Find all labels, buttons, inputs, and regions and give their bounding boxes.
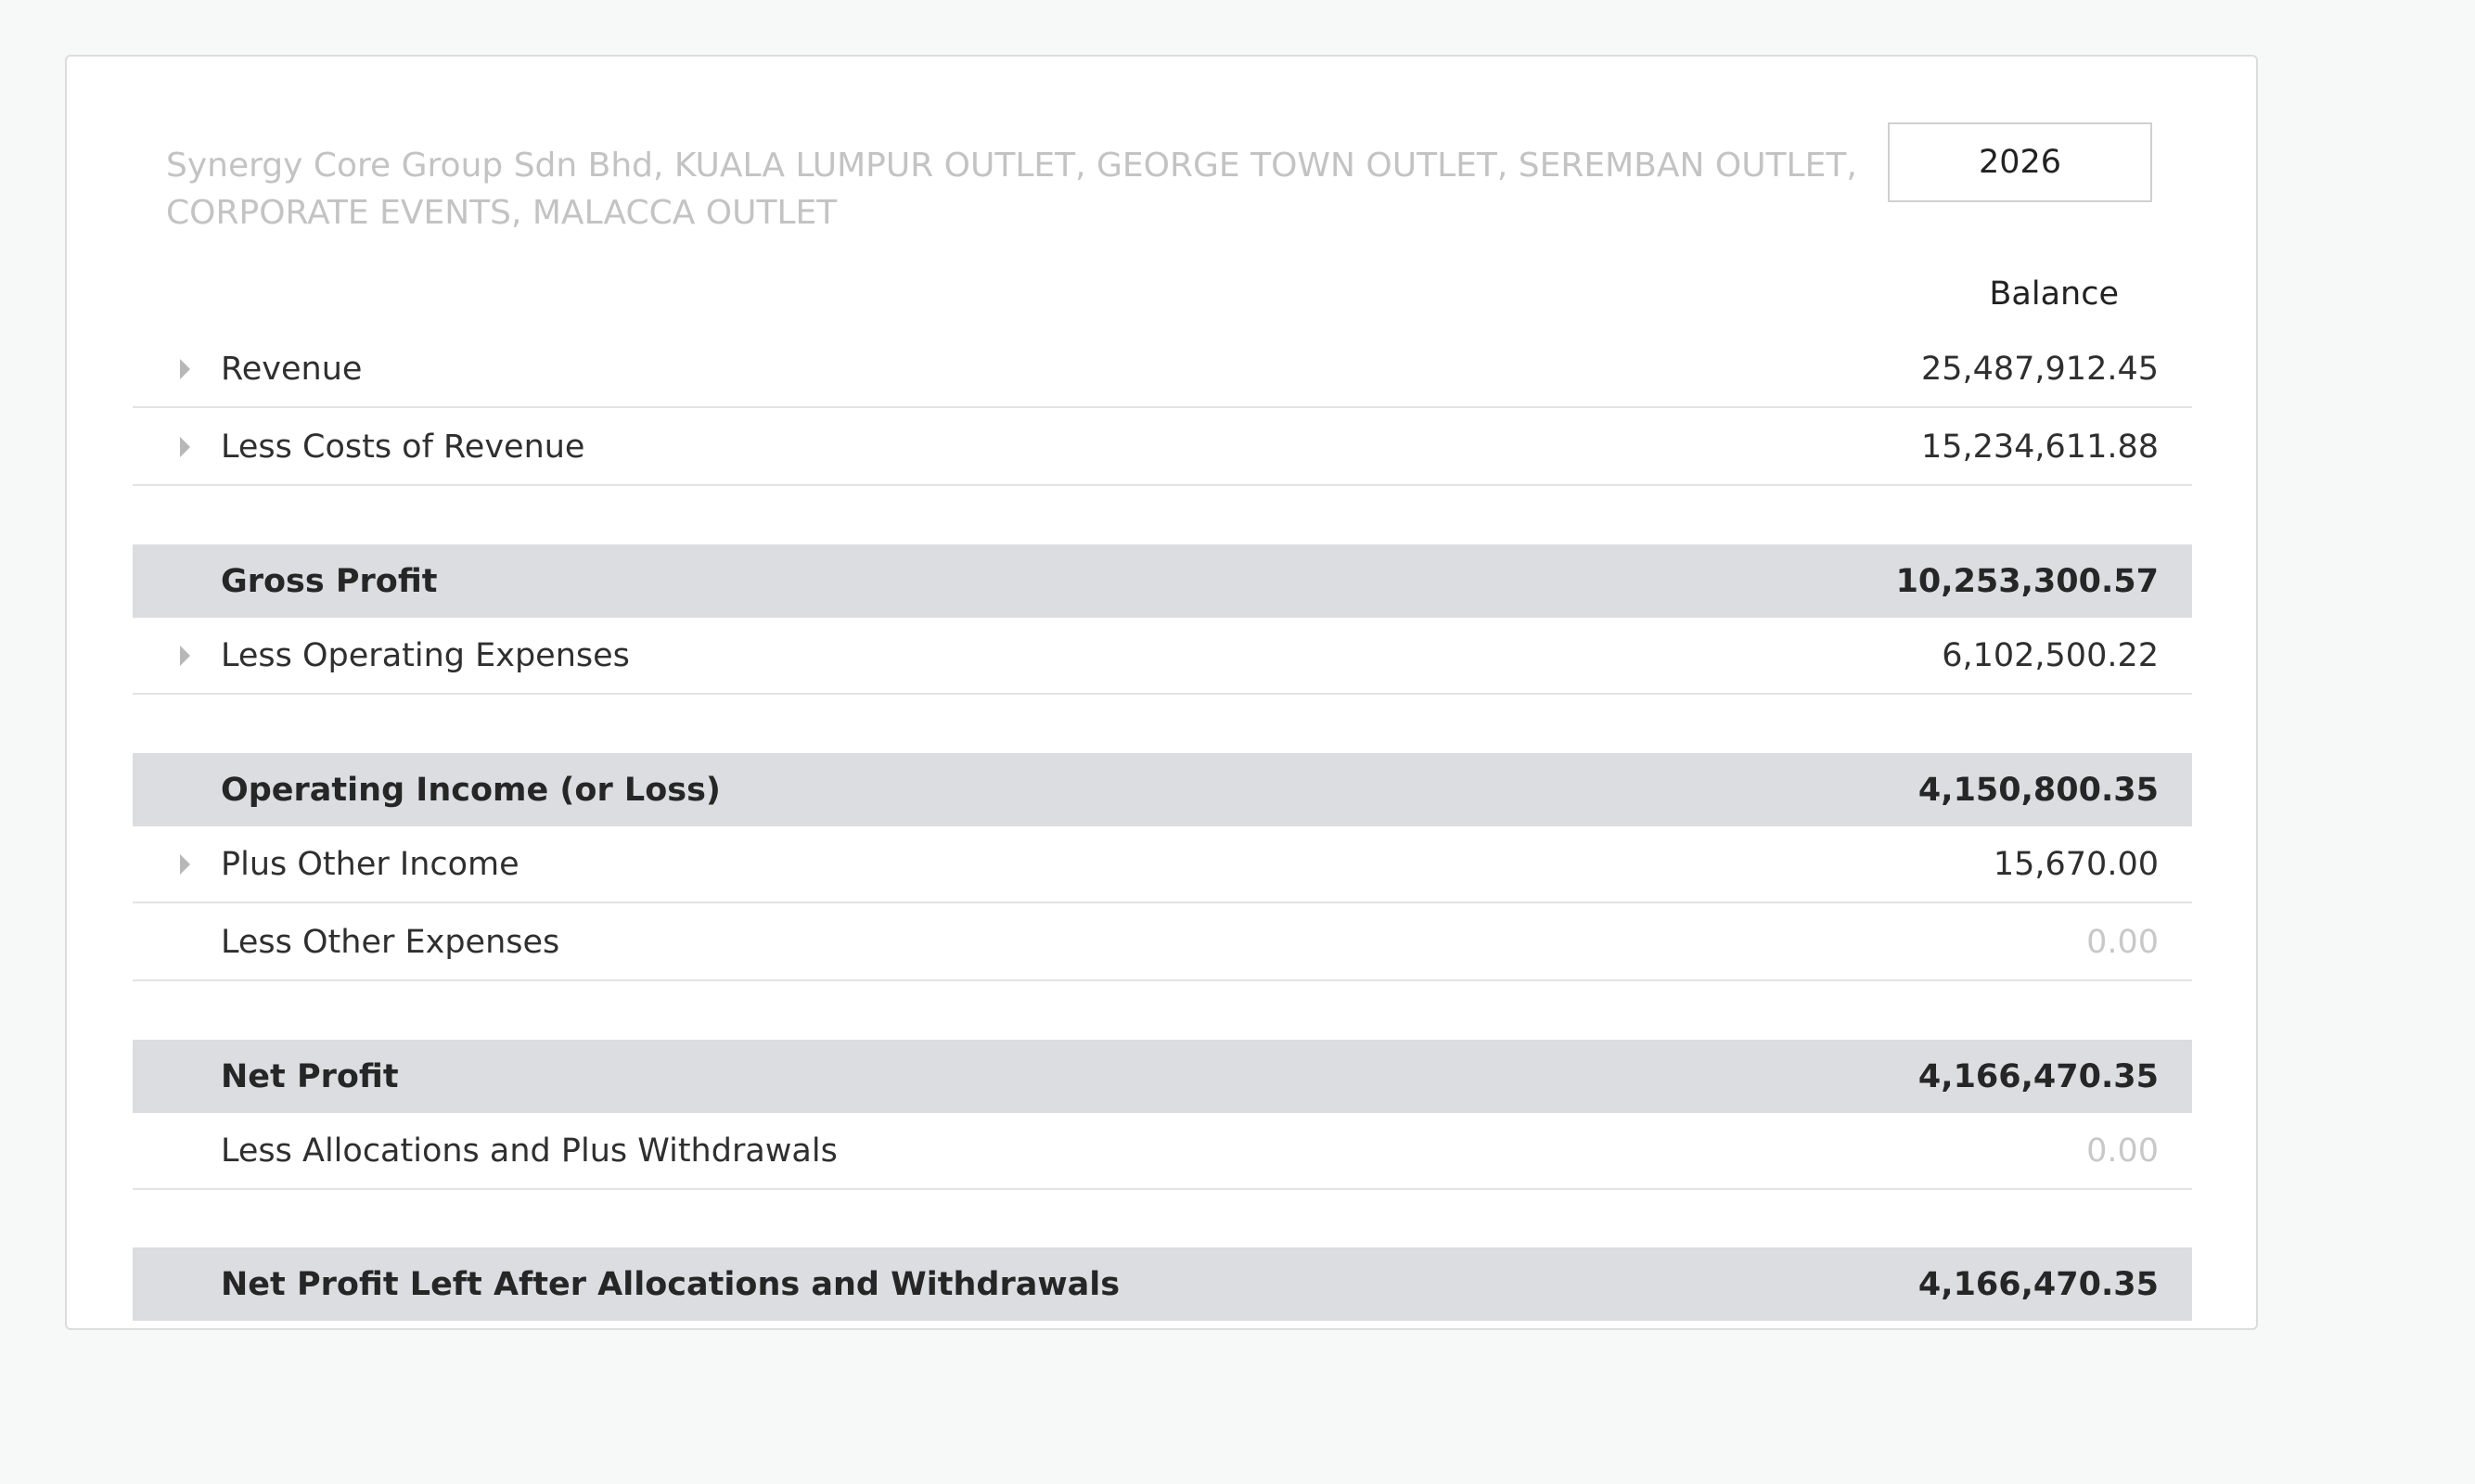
row-label: Less Allocations and Plus Withdrawals <box>221 1132 838 1170</box>
caret-right-icon[interactable] <box>180 437 190 457</box>
row-amount: 0.00 <box>2086 1132 2159 1170</box>
row-label: Plus Other Income <box>221 845 519 883</box>
period-column-header-2026[interactable]: 2026 <box>1888 122 2152 202</box>
row-allocations-withdrawals <box>133 1113 2192 1190</box>
row-operating-income <box>133 753 2192 826</box>
caret-right-icon[interactable] <box>180 854 190 875</box>
row-label: Less Operating Expenses <box>221 636 630 674</box>
row-label: Operating Income (or Loss) <box>221 771 721 809</box>
row-label: Gross Profit <box>221 562 438 600</box>
row-amount: 0.00 <box>2086 923 2159 961</box>
balance-column-header: Balance <box>1989 275 2119 313</box>
row-amount: 15,234,611.88 <box>1920 428 2159 466</box>
row-amount: 6,102,500.22 <box>1942 636 2159 674</box>
row-amount: 15,670.00 <box>1993 845 2159 883</box>
row-label: Net Profit <box>221 1057 399 1095</box>
row-amount: 10,253,300.57 <box>1895 562 2159 600</box>
caret-right-icon[interactable] <box>180 359 190 379</box>
row-other-income[interactable] <box>133 826 2192 903</box>
row-amount: 25,487,912.45 <box>1920 350 2159 388</box>
company-scope-label: Synergy Core Group Sdn Bhd, KUALA LUMPUR OUTLET, GEORGE TOWN OUTLET, SEREMBAN OUTLET, CORPORATE EVENTS, MALACCA OUTLET <box>166 147 1857 232</box>
row-cost-of-revenue[interactable] <box>133 409 2192 486</box>
row-other-expenses <box>133 904 2192 981</box>
row-operating-expenses[interactable] <box>133 618 2192 695</box>
row-label: Revenue <box>221 350 363 388</box>
row-net-profit <box>133 1040 2192 1113</box>
row-gross-profit <box>133 544 2192 618</box>
row-amount: 4,150,800.35 <box>1917 771 2159 809</box>
profit-and-loss-card <box>65 55 2258 1330</box>
row-label: Less Other Expenses <box>221 923 560 961</box>
row-amount: 4,166,470.35 <box>1917 1057 2159 1095</box>
row-net-profit-after-allocations <box>133 1247 2192 1321</box>
row-label: Less Costs of Revenue <box>221 428 585 466</box>
caret-right-icon[interactable] <box>180 646 190 666</box>
row-label: Net Profit Left After Allocations and Withdrawals <box>221 1265 1121 1303</box>
row-amount: 4,166,470.35 <box>1917 1265 2159 1303</box>
row-revenue[interactable] <box>133 331 2192 408</box>
